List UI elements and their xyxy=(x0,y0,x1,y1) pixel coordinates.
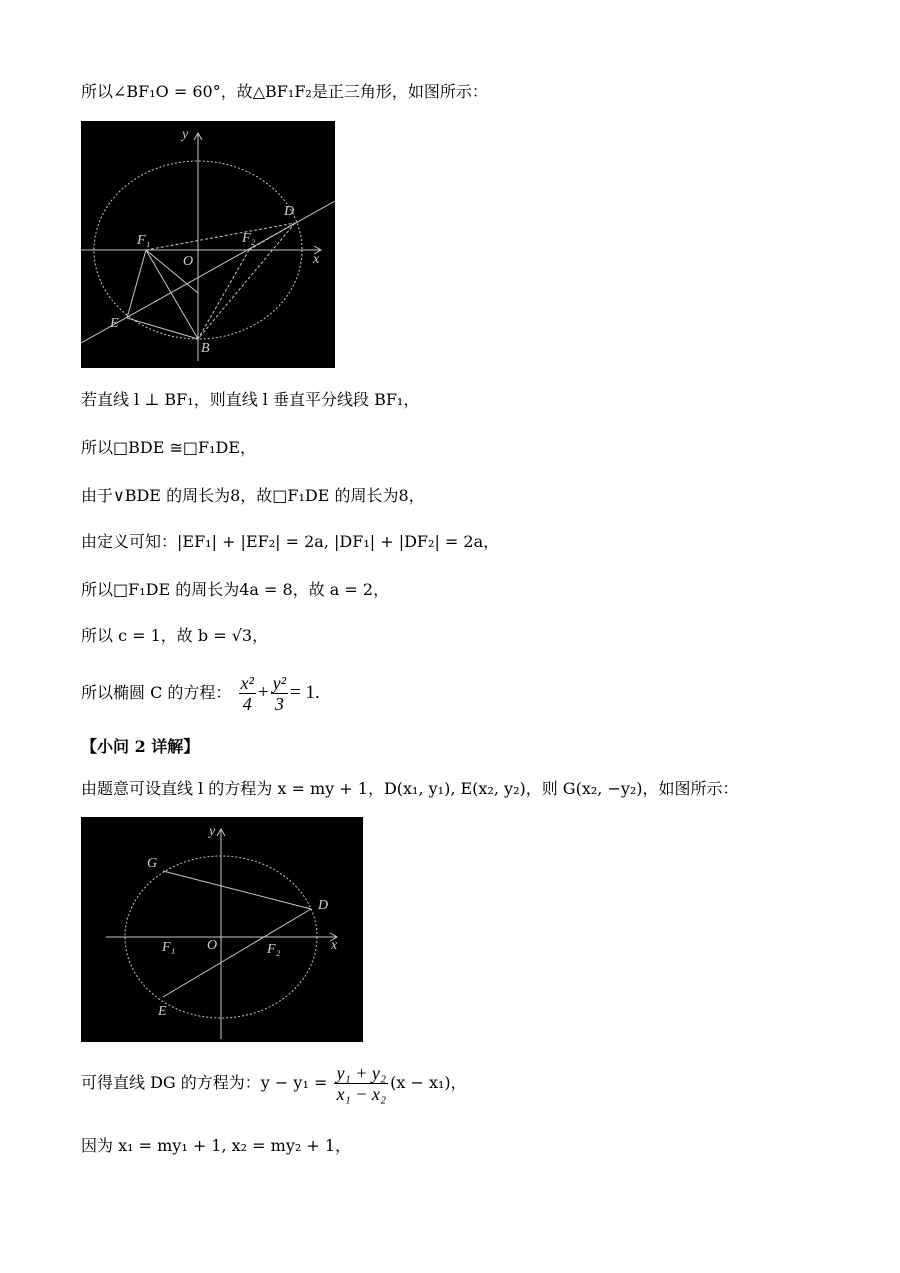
line-2-text: 若直线 l ⊥ BF₁，则直线 l 垂直平分线段 BF₁， xyxy=(81,390,420,409)
figure-1 xyxy=(81,121,335,368)
seg-ED xyxy=(163,909,311,997)
figure-2-svg xyxy=(81,817,363,1042)
text-line-10 xyxy=(81,1060,467,1106)
ellipse-fraction-x xyxy=(239,673,256,714)
fig1-label-F2: F₂ xyxy=(242,231,256,246)
fig1-label-O: O xyxy=(183,254,194,269)
section-heading xyxy=(81,735,199,759)
line-3-text: 所以□BDE ≅□F₁DE， xyxy=(81,438,257,457)
fig1-label-E: E xyxy=(110,316,119,331)
fig2-label-x: x xyxy=(331,938,338,953)
frac-x-den: 4 xyxy=(242,694,252,714)
figure-2 xyxy=(81,817,363,1042)
text-line-2 xyxy=(81,388,419,412)
line-1-text: 所以∠BF₁O = 60°，故△BF₁F₂是正三角形，如图所示： xyxy=(81,82,488,101)
seg-GD xyxy=(163,871,311,909)
fig2-label-F1: F₁ xyxy=(162,940,176,955)
text-line-5 xyxy=(81,530,499,554)
text-line-6 xyxy=(81,578,389,602)
fig2-label-D: D xyxy=(318,898,329,913)
fig1-label-y: y xyxy=(182,127,189,142)
line-8-prefix: 所以椭圆 C 的方程： xyxy=(81,683,232,702)
text-line-3 xyxy=(81,436,256,460)
slope-num: y₁ + y₂ xyxy=(336,1063,387,1083)
line-11-text: 因为 x₁ = my₁ + 1, x₂ = my₂ + 1， xyxy=(81,1136,352,1155)
slope-den: x₁ − x₂ xyxy=(336,1084,387,1104)
line-10-suffix: (x − x₁)， xyxy=(390,1073,467,1092)
fig2-label-y: y xyxy=(209,824,216,839)
line-8-suffix: = 1. xyxy=(290,682,320,703)
ellipse-fraction-y xyxy=(271,673,288,714)
line-5-text: 由定义可知：|EF₁| + |EF₂| = 2a, |DF₁| + |DF₂| = 2a， xyxy=(81,532,500,551)
fig1-label-F1: F₁ xyxy=(137,233,151,248)
text-line-4 xyxy=(81,484,425,508)
fig1-label-D: D xyxy=(284,204,295,219)
text-line-1 xyxy=(81,80,488,104)
text-line-11 xyxy=(81,1134,351,1158)
frac-y-den: 3 xyxy=(274,694,284,714)
line-7-text: 所以 c = 1，故 b = √3， xyxy=(81,626,269,645)
text-line-7 xyxy=(81,624,268,648)
plus-sign: + xyxy=(257,682,269,703)
frac-y-num: y² xyxy=(272,673,287,693)
line-6-text: 所以□F₁DE 的周长为4a = 8，故 a = 2， xyxy=(81,580,390,599)
fig2-label-G: G xyxy=(147,856,158,871)
frac-x-num: x² xyxy=(240,673,254,693)
figure-1-svg xyxy=(81,121,335,368)
line-10-prefix: 可得直线 DG 的方程为：y − y₁ = xyxy=(81,1073,328,1092)
heading-text: 【小问 2 详解】 xyxy=(81,737,200,756)
fig1-label-x: x xyxy=(313,252,320,267)
fig1-label-B: B xyxy=(201,341,210,356)
fig2-label-F2: F₂ xyxy=(267,942,281,957)
text-line-9 xyxy=(81,777,739,801)
fig2-label-O: O xyxy=(207,938,218,953)
seg-F2D xyxy=(249,223,295,250)
line-4-text: 由于∨BDE 的周长为8，故□F₁DE 的周长为8， xyxy=(81,486,425,505)
text-line-8 xyxy=(81,670,320,716)
fig2-label-E: E xyxy=(158,1004,167,1019)
line-9-text: 由题意可设直线 l 的方程为 x = my + 1，D(x₁, y₁), E(x₂, y₂)，则 G(x₂, −y₂)，如图所示： xyxy=(81,779,739,798)
dg-slope-fraction xyxy=(334,1063,388,1104)
